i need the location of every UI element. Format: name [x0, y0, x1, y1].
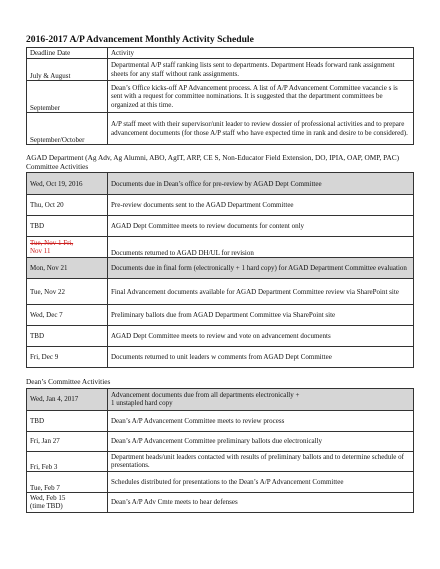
row-date: Wed, Oct 19, 2016	[27, 173, 108, 195]
row-date: Tue, Nov 22	[27, 279, 108, 305]
row-activity: AGAD Dept Committee meets to review documents for content only	[108, 216, 414, 237]
agad-section-title: AGAD Department (Ag Adv, Ag Alumni, ABO, AgIT, ARP, CE S, Non-Educator Field Extension, DO, IPIA, OAP, OMP, PAC) Committee Activities	[26, 153, 400, 171]
row-date: July & August	[27, 59, 108, 81]
new-date: Nov 11	[30, 247, 51, 256]
row-activity: Departmental A/P staff ranking lists sent to departments. Department Heads forward rank assignment sheets for any staff without rank assignments.	[108, 59, 414, 81]
row-activity: Preliminary ballots due from AGAD Department Committee via SharePoint site	[108, 305, 414, 326]
row-activity: Dean’s A/P Advancement Committee meets to review process	[108, 410, 414, 431]
table-row	[27, 326, 414, 347]
general-schedule-table	[26, 47, 414, 145]
row-activity: A/P staff meet with their supervisor/unit leader to review dossier of professional activities and to prepare advancement documents (for those A/P staff who have expected time in rank and desire to be considered).	[108, 113, 414, 145]
row-activity: Schedules distributed for presentations to the Dean’s A/P Advancement Committee	[108, 471, 414, 492]
table-row	[27, 451, 414, 471]
table-row	[27, 195, 414, 216]
table-row	[27, 431, 414, 451]
table-row	[27, 388, 414, 410]
header-deadline-date: Deadline Date	[27, 48, 108, 59]
row-date: Wed, Dec 7	[27, 305, 108, 326]
row-activity: Dean’s A/P Adv Cmte meets to hear defenses	[108, 492, 414, 512]
header-activity: Activity	[108, 48, 414, 59]
row-activity: Final Advancement documents available for AGAD Department Committee review via SharePoint site	[108, 279, 414, 305]
table-row	[27, 173, 414, 195]
row-activity: Department heads/unit leaders contacted with results of preliminary ballots and to determine schedule of presentations.	[108, 451, 414, 471]
agad-committee-table	[26, 172, 414, 368]
row-activity: Dean’s A/P Advancement Committee preliminary ballots due electronically	[108, 431, 414, 451]
row-date: Tue, Feb 7	[27, 471, 108, 492]
row-activity: Documents returned to AGAD DH/UL for revision	[108, 237, 414, 258]
row-date: Wed, Feb 15 (time TBD)	[27, 492, 108, 512]
row-date: TBD	[27, 216, 108, 237]
row-date: Mon, Nov 21	[27, 258, 108, 279]
row-date: Fri, Jan 27	[27, 431, 108, 451]
table-row	[27, 492, 414, 512]
row-date: Fri, Dec 9	[27, 347, 108, 368]
row-date: TBD	[27, 326, 108, 347]
row-activity: AGAD Dept Committee meets to review and vote on advancement documents	[108, 326, 414, 347]
row-activity: Documents returned to unit leaders w comments from AGAD Dept Committee	[108, 347, 414, 368]
document-page	[26, 34, 414, 513]
row-activity: Documents due in Dean’s office for pre-review by AGAD Dept Committee	[108, 173, 414, 195]
table-row	[27, 305, 414, 326]
table-row	[27, 410, 414, 431]
table-row	[27, 279, 414, 305]
row-activity: Pre-review documents sent to the AGAD Department Committee	[108, 195, 414, 216]
table-row	[27, 471, 414, 492]
deans-committee-table	[26, 388, 414, 513]
row-date: Thu, Oct 20	[27, 195, 108, 216]
table-row	[27, 59, 414, 81]
row-date: Fri, Feb 3	[27, 451, 108, 471]
table-row	[27, 216, 414, 237]
table-row	[27, 347, 414, 368]
row-activity: Documents due in final form (electronically + 1 hard copy) for AGAD Department Committee evaluation	[108, 258, 414, 279]
row-date: September	[27, 81, 108, 113]
table-row	[27, 113, 414, 145]
table-row	[27, 258, 414, 279]
page-title: 2016-2017 A/P Advancement Monthly Activity Schedule	[26, 34, 254, 45]
deans-section-title: Dean’s Committee Activities	[26, 377, 111, 387]
table-row	[27, 81, 414, 113]
table-header-row	[27, 48, 414, 59]
struck-date: Tue, Nov 1 Fri,	[30, 238, 74, 247]
row-date-revised	[27, 237, 108, 258]
row-date: September/October	[27, 113, 108, 145]
row-date: Wed, Jan 4, 2017	[27, 388, 108, 410]
table-row	[27, 237, 414, 258]
row-date: TBD	[27, 410, 108, 431]
row-activity: Advancement documents due from all departments electronically + 1 unstapled hard copy	[108, 388, 414, 410]
row-activity: Dean’s Office kicks-off AP Advancement process. A list of A/P Advancement Committee vacancie s is sent with a request for committee nominations. It is suggested that the department committees be organized at this time.	[108, 81, 414, 113]
